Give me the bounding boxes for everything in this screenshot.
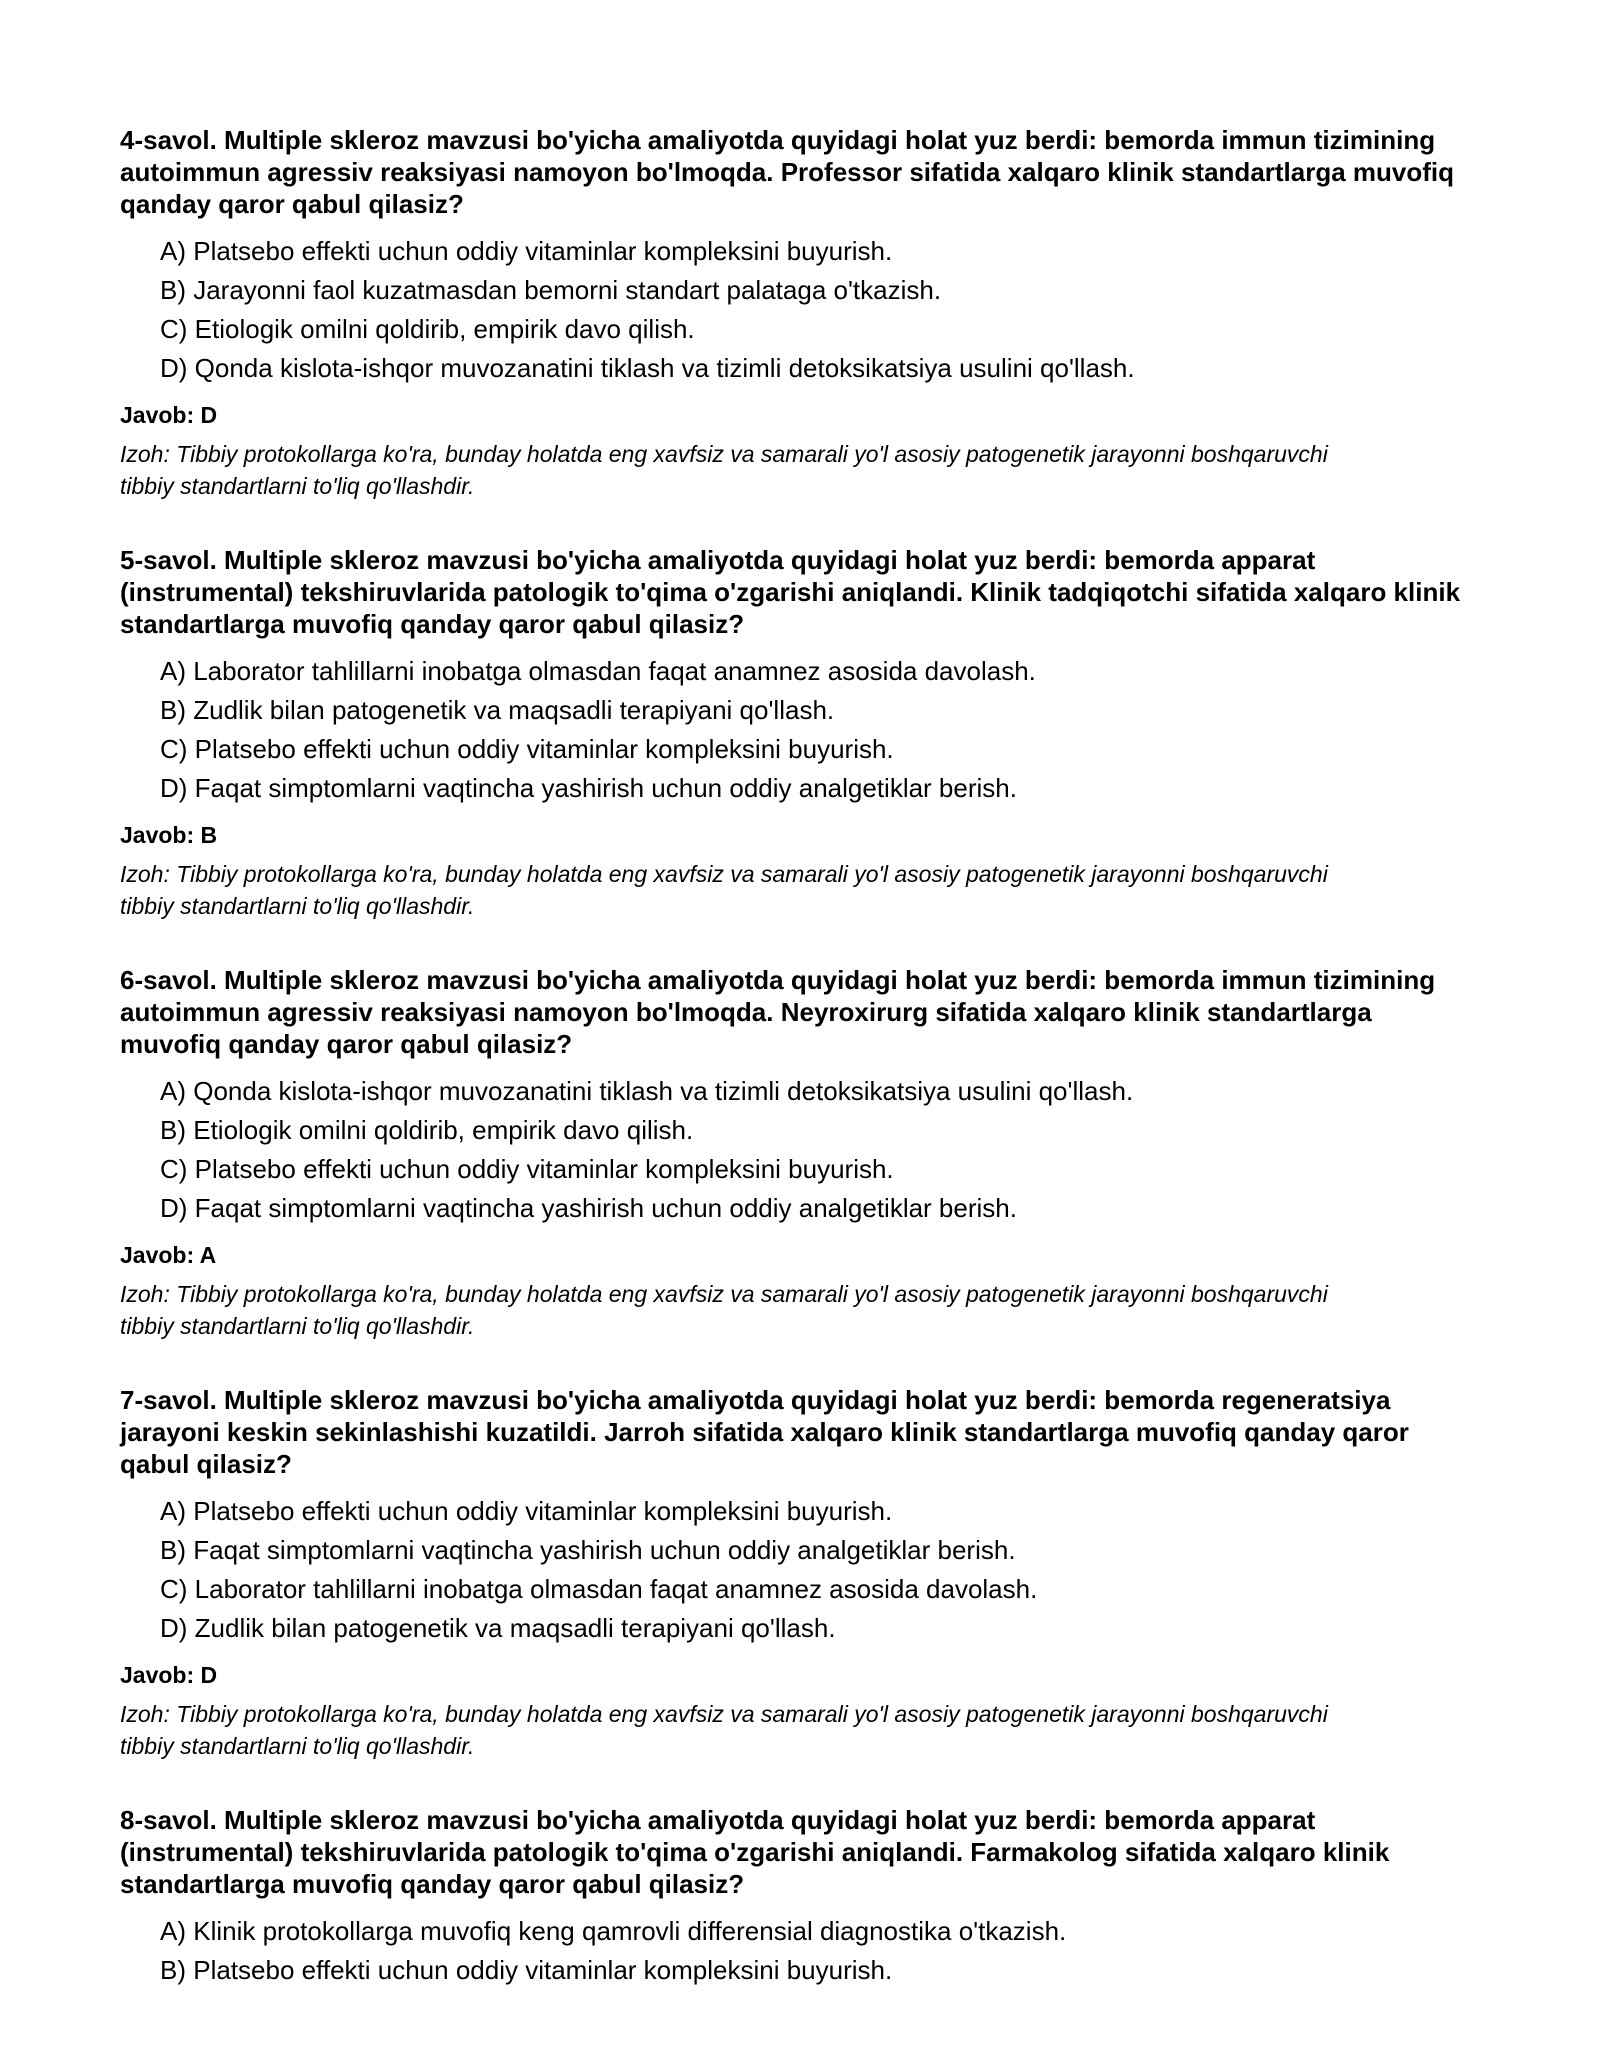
question-title: 8-savol. Multiple skleroz mavzusi bo'yicha amaliyotda quyidagi holat yuz berdi: bemorda apparat (instrumental) tekshiruvlarida patologik to'qima o'zgarishi aniqlandi. Farmakolog sifatida xalqaro klinik standartlarga muvofiq qanday qaror qabul qilasiz? [120, 1805, 1390, 1899]
option-d: D) Zudlik bilan patogenetik va maqsadli terapiyani qo'llash. [160, 1613, 836, 1643]
question-block [120, 544, 1480, 922]
question-block [120, 124, 1480, 502]
option-c: C) Platsebo effekti uchun oddiy vitaminlar kompleksini buyurish. [160, 1154, 894, 1184]
option-d: D) Qonda kislota-ishqor muvozanatini tiklash va tizimli detoksikatsiya usulini qo'llash. [160, 353, 1135, 383]
options-list [120, 652, 1480, 808]
option-b: B) Etiologik omilni qoldirib, empirik davo qilish. [160, 1115, 694, 1145]
answer-label: Javob: A [120, 1242, 217, 1268]
question-block [120, 1804, 1480, 1990]
question-block [120, 964, 1480, 1342]
explanation-note: Izoh: Tibbiy protokollarga ko'ra, bunday holatda eng xavfsiz va samarali yo'l asosiy patogenetik jarayonni boshqaruvchi tibbiy standartlarni to'liq qo'llashdir. [120, 1701, 1328, 1759]
answer-label: Javob: B [120, 822, 218, 848]
options-list [120, 1912, 1480, 1990]
option-b: B) Zudlik bilan patogenetik va maqsadli terapiyani qo'llash. [160, 695, 835, 725]
option-a: A) Qonda kislota-ishqor muvozanatini tiklash va tizimli detoksikatsiya usulini qo'llash. [160, 1076, 1134, 1106]
document-page [120, 124, 1480, 2032]
option-c: C) Platsebo effekti uchun oddiy vitaminlar kompleksini buyurish. [160, 734, 894, 764]
question-block [120, 1384, 1480, 1762]
option-b: B) Jarayonni faol kuzatmasdan bemorni standart palataga o'tkazish. [160, 275, 942, 305]
options-list [120, 1072, 1480, 1228]
question-title: 7-savol. Multiple skleroz mavzusi bo'yicha amaliyotda quyidagi holat yuz berdi: bemorda regeneratsiya jarayoni keskin sekinlashishi kuzatildi. Jarroh sifatida xalqaro klinik standartlarga muvofiq qanday qaror qabul qilasiz? [120, 1385, 1409, 1479]
question-title: 4-savol. Multiple skleroz mavzusi bo'yicha amaliyotda quyidagi holat yuz berdi: bemorda immun tizimining autoimmun agressiv reaksiyasi namoyon bo'lmoqda. Professor sifatida xalqaro klinik standartlarga muvofiq qanday qaror qabul qilasiz? [120, 125, 1455, 219]
explanation-note: Izoh: Tibbiy protokollarga ko'ra, bunday holatda eng xavfsiz va samarali yo'l asosiy patogenetik jarayonni boshqaruvchi tibbiy standartlarni to'liq qo'llashdir. [120, 441, 1328, 499]
explanation-note: Izoh: Tibbiy protokollarga ko'ra, bunday holatda eng xavfsiz va samarali yo'l asosiy patogenetik jarayonni boshqaruvchi tibbiy standartlarni to'liq qo'llashdir. [120, 861, 1328, 919]
question-title: 6-savol. Multiple skleroz mavzusi bo'yicha amaliyotda quyidagi holat yuz berdi: bemorda immun tizimining autoimmun agressiv reaksiyasi namoyon bo'lmoqda. Neyroxirurg sifatida xalqaro klinik standartlarga muvofiq qanday qaror qabul qilasiz? [120, 965, 1436, 1059]
option-c: C) Etiologik omilni qoldirib, empirik davo qilish. [160, 314, 695, 344]
option-d: D) Faqat simptomlarni vaqtincha yashirish uchun oddiy analgetiklar berish. [160, 773, 1017, 803]
answer-label: Javob: D [120, 1662, 218, 1688]
option-a: A) Laborator tahlillarni inobatga olmasdan faqat anamnez asosida davolash. [160, 656, 1036, 686]
options-list [120, 232, 1480, 388]
option-d: D) Faqat simptomlarni vaqtincha yashirish uchun oddiy analgetiklar berish. [160, 1193, 1017, 1223]
answer-label: Javob: D [120, 402, 218, 428]
option-c: C) Laborator tahlillarni inobatga olmasdan faqat anamnez asosida davolash. [160, 1574, 1038, 1604]
options-list [120, 1492, 1480, 1648]
option-a: A) Platsebo effekti uchun oddiy vitaminlar kompleksini buyurish. [160, 1496, 893, 1526]
option-b: B) Platsebo effekti uchun oddiy vitaminlar kompleksini buyurish. [160, 1955, 893, 1985]
option-b: B) Faqat simptomlarni vaqtincha yashirish uchun oddiy analgetiklar berish. [160, 1535, 1016, 1565]
option-a: A) Platsebo effekti uchun oddiy vitaminlar kompleksini buyurish. [160, 236, 893, 266]
question-title: 5-savol. Multiple skleroz mavzusi bo'yicha amaliyotda quyidagi holat yuz berdi: bemorda apparat (instrumental) tekshiruvlarida patologik to'qima o'zgarishi aniqlandi. Klinik tadqiqotchi sifatida xalqaro klinik standartlarga muvofiq qanday qaror qabul qilasiz? [120, 545, 1461, 639]
explanation-note: Izoh: Tibbiy protokollarga ko'ra, bunday holatda eng xavfsiz va samarali yo'l asosiy patogenetik jarayonni boshqaruvchi tibbiy standartlarni to'liq qo'llashdir. [120, 1281, 1328, 1339]
option-a: A) Klinik protokollarga muvofiq keng qamrovli differensial diagnostika o'tkazish. [160, 1916, 1067, 1946]
